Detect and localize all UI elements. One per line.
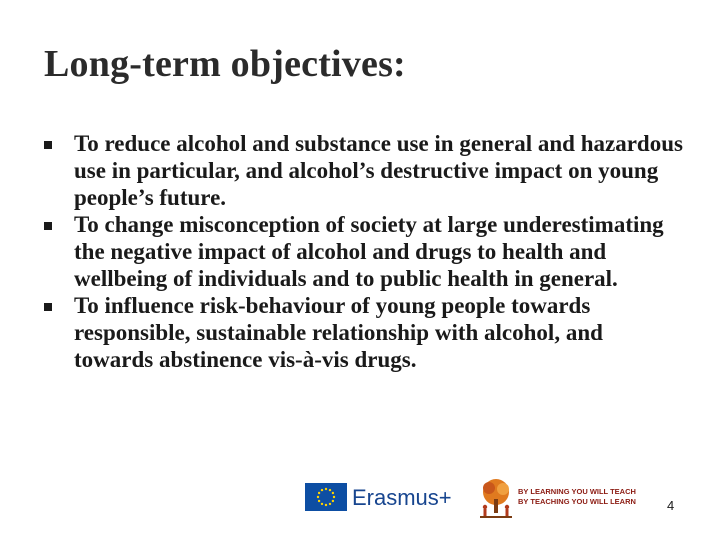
slide-title: Long-term objectives: (44, 43, 406, 85)
page-number: 4 (667, 498, 675, 513)
footer (0, 475, 720, 525)
objective-text: To change misconception of society at large underestimating the negative impact of alcohol and drugs to health and wellbeing of individuals and to public health in general. (74, 212, 664, 291)
erasmus-plus-logo-text: Erasmus+ (352, 485, 452, 510)
objective-item-1 (44, 130, 684, 211)
tagline-line-1: BY LEARNING YOU WILL TEACH (518, 487, 636, 496)
square-bullet-icon (44, 141, 52, 149)
objective-text: To influence risk-behaviour of young people towards responsible, sustainable relationship with alcohol, and towards abstinence vis-à-vis drugs. (74, 293, 603, 372)
objective-item-3 (44, 292, 684, 373)
objectives-list (44, 130, 684, 373)
objective-text: To reduce alcohol and substance use in general and hazardous use in particular, and alcohol’s destructive impact on young people’s future. (74, 131, 683, 210)
objective-item-2 (44, 211, 684, 292)
square-bullet-icon (44, 222, 52, 230)
square-bullet-icon (44, 303, 52, 311)
tagline-line-2: BY TEACHING YOU WILL LEARN (518, 497, 636, 506)
tree-people-logo-icon (476, 477, 516, 519)
eu-flag-icon (305, 483, 347, 511)
tagline (518, 487, 636, 507)
